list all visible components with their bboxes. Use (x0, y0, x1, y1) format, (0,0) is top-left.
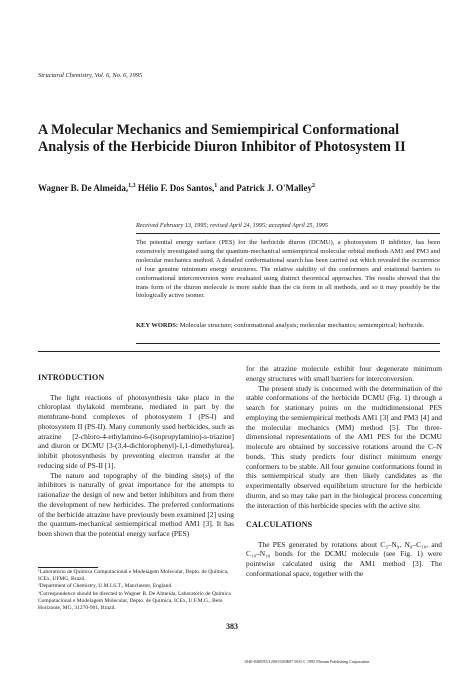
author-2-affiliation: 1 (214, 183, 218, 189)
section-divider-rule (38, 351, 440, 352)
abstract: The potential energy surface (PES) for the herbicide diuron (DCMU), a photosystem II inhibitor, has been extensively investigated using the quantum-mechanical semiempirical molecular orbital methods AM1 and PM3 and molecular mechanics method. A detailed conformational search has been carried out which revealed the occurrence of four genuine minimum energy structures. The relative stability of the conformers and rotational barriers to conformational interconversion were evaluated using distinct theoretical approaches. The results showed that the trans form of the diuron molecule is more stable than the cis form in all methods, and so it may possibly be the biologically active isomer. (136, 239, 440, 300)
page-number: 383 (226, 622, 238, 631)
footnotes (38, 569, 238, 612)
right-paragraph-2: The present study is concerned with the determination of the stable conformations of the herbicide DCMU (Fig. 1) through a search for stationary points on the multidimensional PES employing the semiempirical methods AM1 [3] and PM3 [4] and the molecular mechanics (MM) method [5]. The three-dimensional representations of the AM1 PES for the DCMU molecule are obtained by successive rotations around the C–N bonds. This study predicts four distinct minimum energy conformers to be stable. All four genuine conformations found in this semiempirical study are then likely candidates as the experimentally observed equilibrium structure for the herbicide diuron, and so may take part in the biological process concerning the interaction of this herbicide species with the active site. (246, 383, 442, 510)
running-head: Structural Chemistry, Vol. 6, No. 6, 1995 (38, 72, 143, 79)
intro-paragraph-2: The nature and topography of the binding site(s) of the inhibitors is naturally of great importance for the attempts to rationalize the design of new and better inhibitors and from there the development of new herbicides. The preferred conformations of the herbicide atrazine have previously been examined [2] using the quantum-mechanical semiempirical method AM1 [3]. It has been shown that the potential energy surface (PES) (38, 470, 234, 538)
abstract-bottom-rule (136, 343, 440, 344)
abstract-top-rule (136, 233, 440, 234)
right-paragraph-1: for the atrazine molecule exhibit four degenerate minimum energy structures with small barriers for interconversion. (246, 364, 442, 383)
footnote-3: ³Correspondence should be directed to Wagner B. De Almeida, Laboratório de Química Computacional e Modelagem Molecular, Depto. de Química, ICEx, U.F.M.G., Belo Horizonte, MG, 31270-901, Brazil. (38, 590, 231, 612)
footnote-1: ¹Laboratório de Química Computacional e Modelagem Molecular, Depto. de Química, ICEx, UFMG, Brazil. (38, 569, 229, 583)
footnote-2: ²Department of Chemistry, U.M.I.S.T., Manchester, England. (38, 583, 173, 590)
keywords-text: Molecular structure; conformational analysis; molecular mechanics; semiempirical; herbicide. (178, 322, 425, 329)
copyright-line: 1040-0400/95/1200-0383$07.50/0 © 1995 Plenum Publishing Corporation (244, 659, 370, 664)
article-title (38, 122, 458, 155)
keywords-label: KEY WORDS: (136, 322, 179, 329)
author-3: and Patrick J. O'Malley (217, 183, 313, 193)
calculations-heading: CALCULATIONS (246, 520, 313, 529)
author-2: Hélio F. Dos Santos, (135, 183, 215, 193)
left-column (38, 373, 234, 539)
author-1-affiliation: 1,3 (128, 183, 136, 189)
introduction-heading: INTRODUCTION (38, 373, 105, 382)
received-dates: Received February 13, 1995; revised April 24, 1995; accepted April 25, 1995 (136, 222, 328, 229)
author-3-affiliation: 2 (312, 183, 316, 189)
title-line-1: A Molecular Mechanics and Semiempirical Conformational (38, 122, 400, 138)
intro-paragraph-1: The light reactions of photosynthesis take place in the chloroplast thylakoid membrane, mediated in part by the membrane-bond complexes of photosystem I (PS-I) and photosystem II (PS-II). Many commonly used herbicides, such as atrazine [2-chloro-4-ethylamino-6-(isopropylamino)-s-triazine] and diuron or DCMU [3-(3,4-dichlorophenyl)-1,1-dimethylurea], inhibit photosynthesis by preventing electron transfer at the reducing side of PS-II [1]. (38, 392, 234, 470)
footnote-rule (38, 567, 98, 568)
author-list (38, 183, 315, 193)
author-1: Wagner B. De Almeida, (38, 183, 129, 193)
right-column (246, 364, 442, 579)
title-line-2: Analysis of the Herbicide Diuron Inhibitor of Photosystem II (38, 138, 406, 155)
keywords (136, 322, 440, 331)
calculations-paragraph-1: The PES generated by rotations about C₃–N₉, N₉–C₁₀, and C₁₀–N₁₆ bonds for the DCMU molecule (see Fig. 1) were pointwise calculated using the AM1 method [3]. The conformational space, together with the (246, 539, 442, 578)
